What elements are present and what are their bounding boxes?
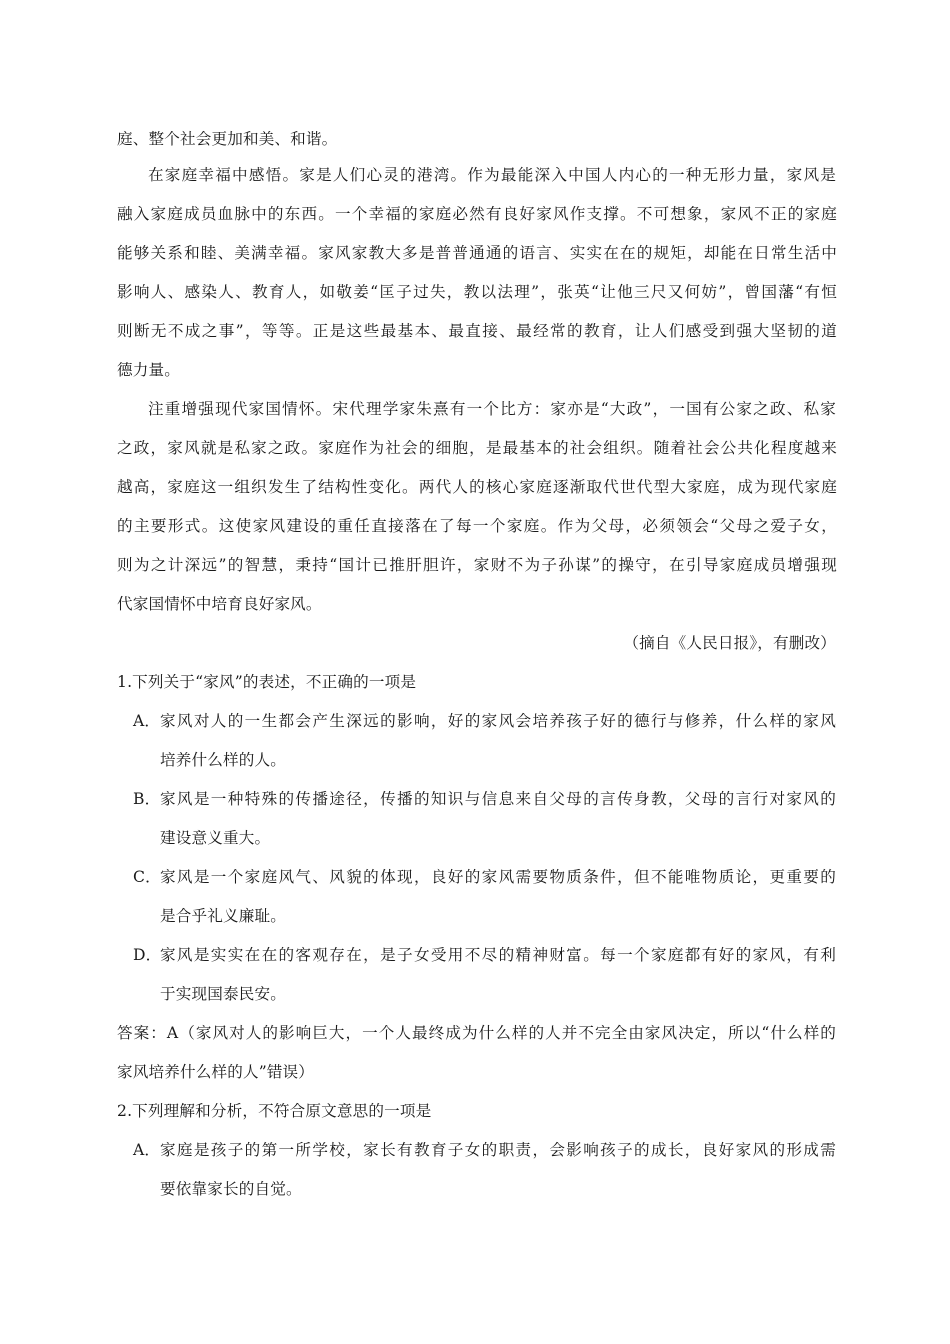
question-1-option-c-line-1: 家风是一个家庭风气、风貌的体现，良好的家风需要物质条件，但不能唯物质论，更重要的 [160, 868, 836, 886]
paragraph-1-line-3: 能够关系和睦、美满幸福。家风家教大多是普普通通的语言、实实在在的规矩，却能在日常生活中 [117, 244, 837, 262]
question-1-option-c-line-2: 是合乎礼义廉耻。 [160, 907, 286, 925]
paragraph-1-line-5: 则断无不成之事”，等等。正是这些最基本、最直接、最经常的教育，让人们感受到强大坚韧的道 [117, 322, 837, 340]
paragraph-2-line-1: 注重增强现代家国情怀。宋代理学家朱熹有一个比方：家亦是“大政”，一国有公家之政、私家 [148, 400, 836, 418]
question-2-stem: 2.下列理解和分析，不符合原文意思的一项是 [117, 1102, 432, 1120]
paragraph-1-line-6: 德力量。 [117, 361, 180, 379]
question-1-option-a-line-1: 家风对人的一生都会产生深远的影响，好的家风会培养孩子好的德行与修养，什么样的家风 [160, 712, 836, 730]
question-1-option-a-line-2: 培养什么样的人。 [160, 751, 286, 769]
intro-tail-line: 庭、整个社会更加和美、和谐。 [117, 130, 338, 148]
question-1-option-d-label: D． [133, 946, 162, 964]
paragraph-2-line-5: 则为之计深远”的智慧，秉持“国计已推肝胆许，家财不为子孙谋”的操守，在引导家庭成员增强现 [117, 556, 837, 574]
paragraph-1-line-1: 在家庭幸福中感悟。家是人们心灵的港湾。作为最能深入中国人内心的一种无形力量，家风是 [148, 166, 836, 184]
question-2-option-a-line-2: 要依靠家长的自觉。 [160, 1180, 302, 1198]
question-1-answer-line-2: 家风培养什么样的人”错误） [117, 1063, 315, 1081]
question-1-option-b-label: B． [133, 790, 161, 808]
paragraph-2-line-3: 越高，家庭这一组织发生了结构性变化。两代人的核心家庭逐渐取代世代型大家庭，成为现代家庭 [117, 478, 837, 496]
question-1-option-c-label: C． [133, 868, 161, 886]
source-citation: （摘自《人民日报》，有删改） [623, 634, 836, 652]
question-1-option-a-label: A． [133, 712, 161, 730]
paragraph-1-line-2: 融入家庭成员血脉中的东西。一个幸福的家庭必然有良好家风作支撑。不可想象，家风不正的家庭 [117, 205, 837, 223]
question-1-answer-line-1: 答案：A（家风对人的影响巨大，一个人最终成为什么样的人并不完全由家风决定，所以“什么样的 [117, 1024, 836, 1042]
question-1-stem: 1.下列关于“家风”的表述，不正确的一项是 [117, 673, 417, 691]
question-1-option-b-line-1: 家风是一种特殊的传播途径，传播的知识与信息来自父母的言传身教，父母的言行对家风的 [160, 790, 836, 808]
paragraph-2-line-2: 之政，家风就是私家之政。家庭作为社会的细胞，是最基本的社会组织。随着社会公共化程度越来 [117, 439, 837, 457]
question-2-option-a-label: A． [133, 1141, 161, 1159]
paragraph-2-line-4: 的主要形式。这使家风建设的重任直接落在了每一个家庭。作为父母，必须领会“父母之爱子女， [117, 517, 837, 535]
question-2-option-a-line-1: 家庭是孩子的第一所学校，家长有教育子女的职责，会影响孩子的成长，良好家风的形成需 [160, 1141, 836, 1159]
paragraph-1-line-4: 影响人、感染人、教育人，如敬姜“匡子过失，教以法理”，张英“让他三尺又何妨”，曾国藩“有恒 [117, 283, 837, 301]
question-1-option-d-line-2: 于实现国泰民安。 [160, 985, 286, 1003]
paragraph-2-line-6: 代家国情怀中培育良好家风。 [117, 595, 322, 613]
question-1-option-d-line-1: 家风是实实在在的客观存在，是子女受用不尽的精神财富。每一个家庭都有好的家风，有利 [160, 946, 836, 964]
question-1-option-b-line-2: 建设意义重大。 [160, 829, 271, 847]
